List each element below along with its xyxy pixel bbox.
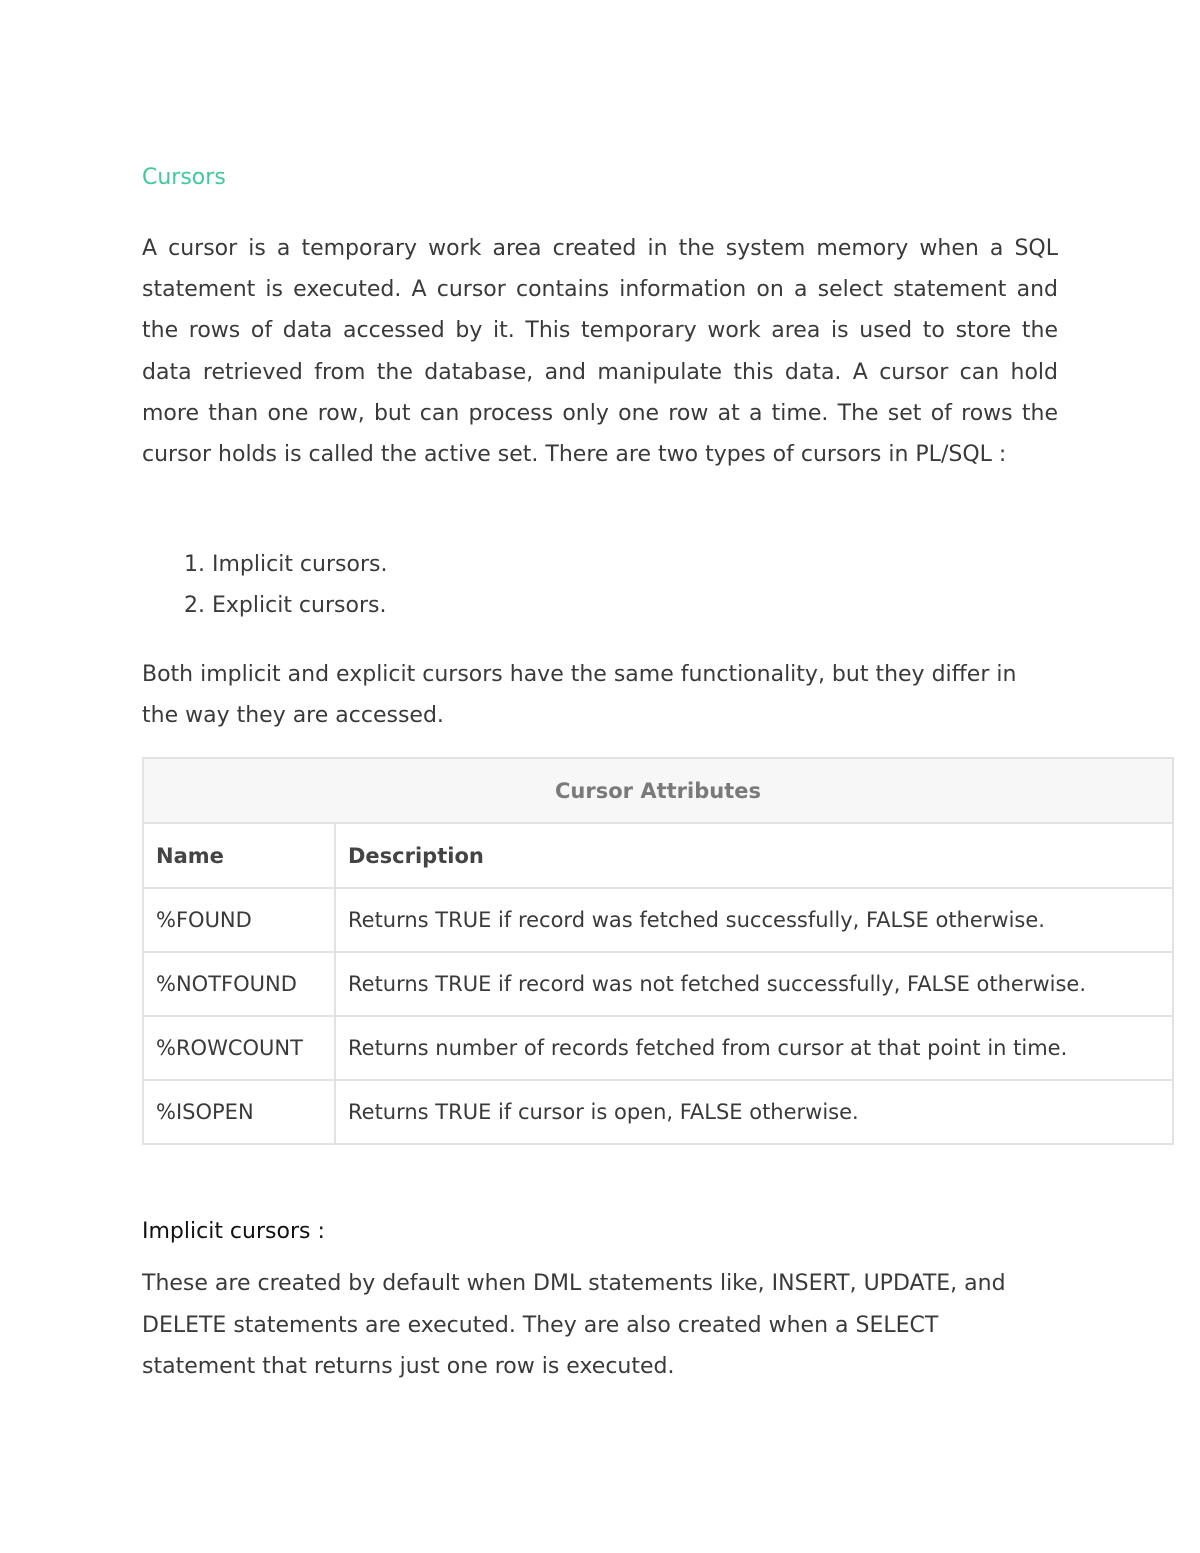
implicit-cursors-heading: Implicit cursors : [142, 1219, 325, 1244]
attribute-name: %ROWCOUNT [143, 1016, 335, 1080]
attribute-description: Returns TRUE if cursor is open, FALSE otherwise. [335, 1080, 1173, 1144]
table-row [143, 1016, 1173, 1080]
table-header-row [143, 823, 1173, 888]
list-item: 2. Explicit cursors. [212, 585, 387, 626]
cursor-types-list [142, 544, 387, 626]
comparison-paragraph: Both implicit and explicit cursors have the same functionality, but they differ in the way they are accessed. [142, 662, 1017, 729]
attribute-description: Returns number of records fetched from cursor at that point in time. [335, 1016, 1173, 1080]
attribute-name: %ISOPEN [143, 1080, 335, 1144]
table-row [143, 888, 1173, 952]
column-header-description: Description [335, 823, 1173, 888]
attribute-name: %NOTFOUND [143, 952, 335, 1016]
cursor-attributes-table [142, 757, 1174, 1145]
page-title: Cursors [142, 165, 226, 190]
table-caption: Cursor Attributes [143, 758, 1173, 823]
implicit-cursors-paragraph: These are created by default when DML statements like, INSERT, UPDATE, and DELETE statements are executed. They are also created when a SELECT statement that returns just one row is executed. [142, 1271, 1006, 1379]
intro-paragraph: A cursor is a temporary work area created in the system memory when a SQL statement is executed. A cursor contains information on a select statement and the rows of data accessed by it. This temporary work area is used to store the data retrieved from the database, and manipulate this data. A cursor can hold more than one row, but can process only one row at a time. The set of rows the cursor holds is called the active set. There are two types of cursors in PL/SQL : [142, 236, 1058, 468]
list-item: 1. Implicit cursors. [212, 544, 387, 585]
attribute-description: Returns TRUE if record was not fetched successfully, FALSE otherwise. [335, 952, 1173, 1016]
table-row [143, 1080, 1173, 1144]
attribute-name: %FOUND [143, 888, 335, 952]
column-header-name: Name [143, 823, 335, 888]
table-row [143, 952, 1173, 1016]
attribute-description: Returns TRUE if record was fetched successfully, FALSE otherwise. [335, 888, 1173, 952]
